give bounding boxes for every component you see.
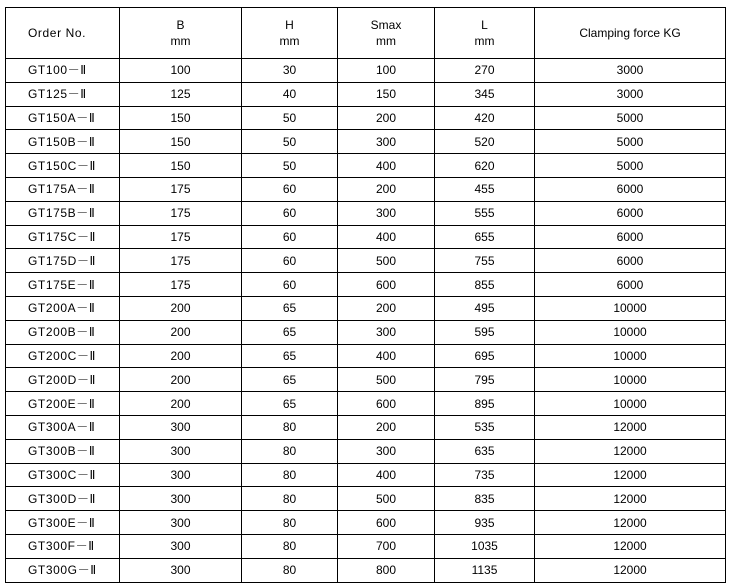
- cell-order-no: GT150B－Ⅱ: [6, 130, 120, 154]
- cell-b: 300: [120, 511, 242, 535]
- cell-clamping-force: 10000: [535, 296, 726, 320]
- cell-b: 175: [120, 273, 242, 297]
- cell-h: 80: [242, 439, 338, 463]
- cell-smax: 400: [338, 225, 435, 249]
- cell-smax: 100: [338, 59, 435, 83]
- cell-order-no: GT300C－Ⅱ: [6, 463, 120, 487]
- spec-table-container: [5, 7, 726, 583]
- table-row: [6, 273, 726, 297]
- cell-h: 80: [242, 463, 338, 487]
- cell-l: 655: [435, 225, 535, 249]
- cell-clamping-force: 3000: [535, 59, 726, 83]
- cell-h: 80: [242, 511, 338, 535]
- cell-smax: 400: [338, 154, 435, 178]
- table-row: [6, 368, 726, 392]
- table-row: [6, 344, 726, 368]
- table-row: [6, 296, 726, 320]
- cell-b: 125: [120, 82, 242, 106]
- cell-order-no: GT200C－Ⅱ: [6, 344, 120, 368]
- cell-l: 1035: [435, 534, 535, 558]
- cell-order-no: GT200E－Ⅱ: [6, 392, 120, 416]
- cell-l: 935: [435, 511, 535, 535]
- spec-table: [5, 7, 726, 583]
- cell-l: 535: [435, 415, 535, 439]
- cell-smax: 300: [338, 201, 435, 225]
- table-row: [6, 511, 726, 535]
- cell-b: 100: [120, 59, 242, 83]
- cell-b: 175: [120, 225, 242, 249]
- cell-smax: 400: [338, 344, 435, 368]
- cell-l: 595: [435, 320, 535, 344]
- cell-clamping-force: 10000: [535, 368, 726, 392]
- cell-b: 200: [120, 320, 242, 344]
- cell-clamping-force: 12000: [535, 511, 726, 535]
- header-unit: mm: [279, 34, 300, 48]
- cell-clamping-force: 12000: [535, 534, 726, 558]
- cell-smax: 200: [338, 296, 435, 320]
- cell-b: 175: [120, 249, 242, 273]
- cell-smax: 200: [338, 177, 435, 201]
- table-row: [6, 463, 726, 487]
- table-row: [6, 130, 726, 154]
- cell-h: 60: [242, 249, 338, 273]
- cell-b: 200: [120, 392, 242, 416]
- cell-l: 855: [435, 273, 535, 297]
- header-label: Order No.: [28, 26, 87, 40]
- cell-h: 60: [242, 273, 338, 297]
- cell-order-no: GT100－Ⅱ: [6, 59, 120, 83]
- cell-clamping-force: 5000: [535, 130, 726, 154]
- cell-b: 150: [120, 130, 242, 154]
- cell-smax: 800: [338, 558, 435, 582]
- cell-b: 300: [120, 463, 242, 487]
- cell-h: 60: [242, 177, 338, 201]
- cell-h: 50: [242, 106, 338, 130]
- cell-l: 635: [435, 439, 535, 463]
- cell-order-no: GT175E－Ⅱ: [6, 273, 120, 297]
- cell-order-no: GT300A－Ⅱ: [6, 415, 120, 439]
- cell-smax: 300: [338, 320, 435, 344]
- cell-order-no: GT300B－Ⅱ: [6, 439, 120, 463]
- cell-clamping-force: 12000: [535, 558, 726, 582]
- cell-l: 270: [435, 59, 535, 83]
- cell-smax: 200: [338, 106, 435, 130]
- header-clamping-force: [535, 8, 726, 59]
- cell-clamping-force: 3000: [535, 82, 726, 106]
- cell-smax: 500: [338, 487, 435, 511]
- cell-l: 755: [435, 249, 535, 273]
- cell-order-no: GT175C－Ⅱ: [6, 225, 120, 249]
- cell-l: 1135: [435, 558, 535, 582]
- cell-order-no: GT200D－Ⅱ: [6, 368, 120, 392]
- cell-b: 200: [120, 368, 242, 392]
- cell-smax: 600: [338, 392, 435, 416]
- cell-order-no: GT200A－Ⅱ: [6, 296, 120, 320]
- table-row: [6, 154, 726, 178]
- cell-order-no: GT300E－Ⅱ: [6, 511, 120, 535]
- header-l: [435, 8, 535, 59]
- cell-order-no: GT150A－Ⅱ: [6, 106, 120, 130]
- table-row: [6, 177, 726, 201]
- cell-l: 345: [435, 82, 535, 106]
- cell-clamping-force: 12000: [535, 439, 726, 463]
- cell-h: 40: [242, 82, 338, 106]
- cell-clamping-force: 6000: [535, 273, 726, 297]
- cell-b: 175: [120, 201, 242, 225]
- cell-clamping-force: 10000: [535, 344, 726, 368]
- cell-order-no: GT125－Ⅱ: [6, 82, 120, 106]
- cell-b: 175: [120, 177, 242, 201]
- table-row: [6, 82, 726, 106]
- cell-smax: 300: [338, 439, 435, 463]
- cell-h: 80: [242, 558, 338, 582]
- table-row: [6, 439, 726, 463]
- cell-smax: 500: [338, 249, 435, 273]
- cell-order-no: GT300D－Ⅱ: [6, 487, 120, 511]
- cell-clamping-force: 10000: [535, 320, 726, 344]
- cell-h: 50: [242, 130, 338, 154]
- cell-order-no: GT300F－Ⅱ: [6, 534, 120, 558]
- cell-l: 735: [435, 463, 535, 487]
- cell-clamping-force: 12000: [535, 487, 726, 511]
- cell-clamping-force: 6000: [535, 249, 726, 273]
- cell-clamping-force: 6000: [535, 225, 726, 249]
- table-row: [6, 106, 726, 130]
- table-row: [6, 415, 726, 439]
- cell-b: 300: [120, 558, 242, 582]
- cell-clamping-force: 5000: [535, 154, 726, 178]
- cell-h: 65: [242, 320, 338, 344]
- cell-order-no: GT175B－Ⅱ: [6, 201, 120, 225]
- cell-l: 495: [435, 296, 535, 320]
- table-row: [6, 558, 726, 582]
- cell-l: 795: [435, 368, 535, 392]
- header-h: [242, 8, 338, 59]
- cell-l: 455: [435, 177, 535, 201]
- table-row: [6, 487, 726, 511]
- cell-b: 200: [120, 344, 242, 368]
- header-b: [120, 8, 242, 59]
- cell-l: 620: [435, 154, 535, 178]
- cell-h: 65: [242, 392, 338, 416]
- header-label: H: [285, 18, 294, 32]
- cell-order-no: GT175D－Ⅱ: [6, 249, 120, 273]
- cell-l: 695: [435, 344, 535, 368]
- header-label: L: [481, 18, 488, 32]
- table-row: [6, 225, 726, 249]
- cell-b: 300: [120, 415, 242, 439]
- cell-smax: 600: [338, 511, 435, 535]
- cell-l: 835: [435, 487, 535, 511]
- cell-h: 80: [242, 415, 338, 439]
- cell-clamping-force: 12000: [535, 415, 726, 439]
- cell-smax: 400: [338, 463, 435, 487]
- cell-h: 80: [242, 534, 338, 558]
- cell-h: 60: [242, 201, 338, 225]
- table-row: [6, 59, 726, 83]
- cell-b: 200: [120, 296, 242, 320]
- table-row: [6, 201, 726, 225]
- cell-b: 300: [120, 534, 242, 558]
- cell-h: 80: [242, 487, 338, 511]
- header-unit: mm: [170, 34, 191, 48]
- cell-order-no: GT175A－Ⅱ: [6, 177, 120, 201]
- table-row: [6, 249, 726, 273]
- cell-clamping-force: 6000: [535, 177, 726, 201]
- table-row: [6, 320, 726, 344]
- cell-order-no: GT150C－Ⅱ: [6, 154, 120, 178]
- table-row: [6, 392, 726, 416]
- cell-smax: 500: [338, 368, 435, 392]
- cell-l: 420: [435, 106, 535, 130]
- header-label: Clamping force KG: [579, 26, 681, 40]
- cell-l: 555: [435, 201, 535, 225]
- cell-smax: 150: [338, 82, 435, 106]
- cell-clamping-force: 10000: [535, 392, 726, 416]
- cell-smax: 600: [338, 273, 435, 297]
- cell-clamping-force: 6000: [535, 201, 726, 225]
- table-body: [6, 59, 726, 583]
- header-unit: mm: [376, 34, 396, 48]
- header-label: B: [176, 18, 185, 32]
- cell-smax: 200: [338, 415, 435, 439]
- header-smax: [338, 8, 435, 59]
- cell-smax: 300: [338, 130, 435, 154]
- table-row: [6, 534, 726, 558]
- cell-order-no: GT200B－Ⅱ: [6, 320, 120, 344]
- header-unit: mm: [474, 34, 495, 48]
- cell-h: 60: [242, 225, 338, 249]
- cell-h: 65: [242, 344, 338, 368]
- header-label: Smax: [370, 18, 402, 32]
- cell-b: 300: [120, 487, 242, 511]
- cell-l: 520: [435, 130, 535, 154]
- cell-b: 150: [120, 154, 242, 178]
- cell-h: 65: [242, 368, 338, 392]
- cell-h: 65: [242, 296, 338, 320]
- cell-clamping-force: 12000: [535, 463, 726, 487]
- cell-b: 150: [120, 106, 242, 130]
- cell-smax: 700: [338, 534, 435, 558]
- cell-h: 50: [242, 154, 338, 178]
- header-row: [6, 8, 726, 59]
- cell-l: 895: [435, 392, 535, 416]
- cell-order-no: GT300G－Ⅱ: [6, 558, 120, 582]
- cell-clamping-force: 5000: [535, 106, 726, 130]
- cell-b: 300: [120, 439, 242, 463]
- cell-h: 30: [242, 59, 338, 83]
- header-order-no: [6, 8, 120, 59]
